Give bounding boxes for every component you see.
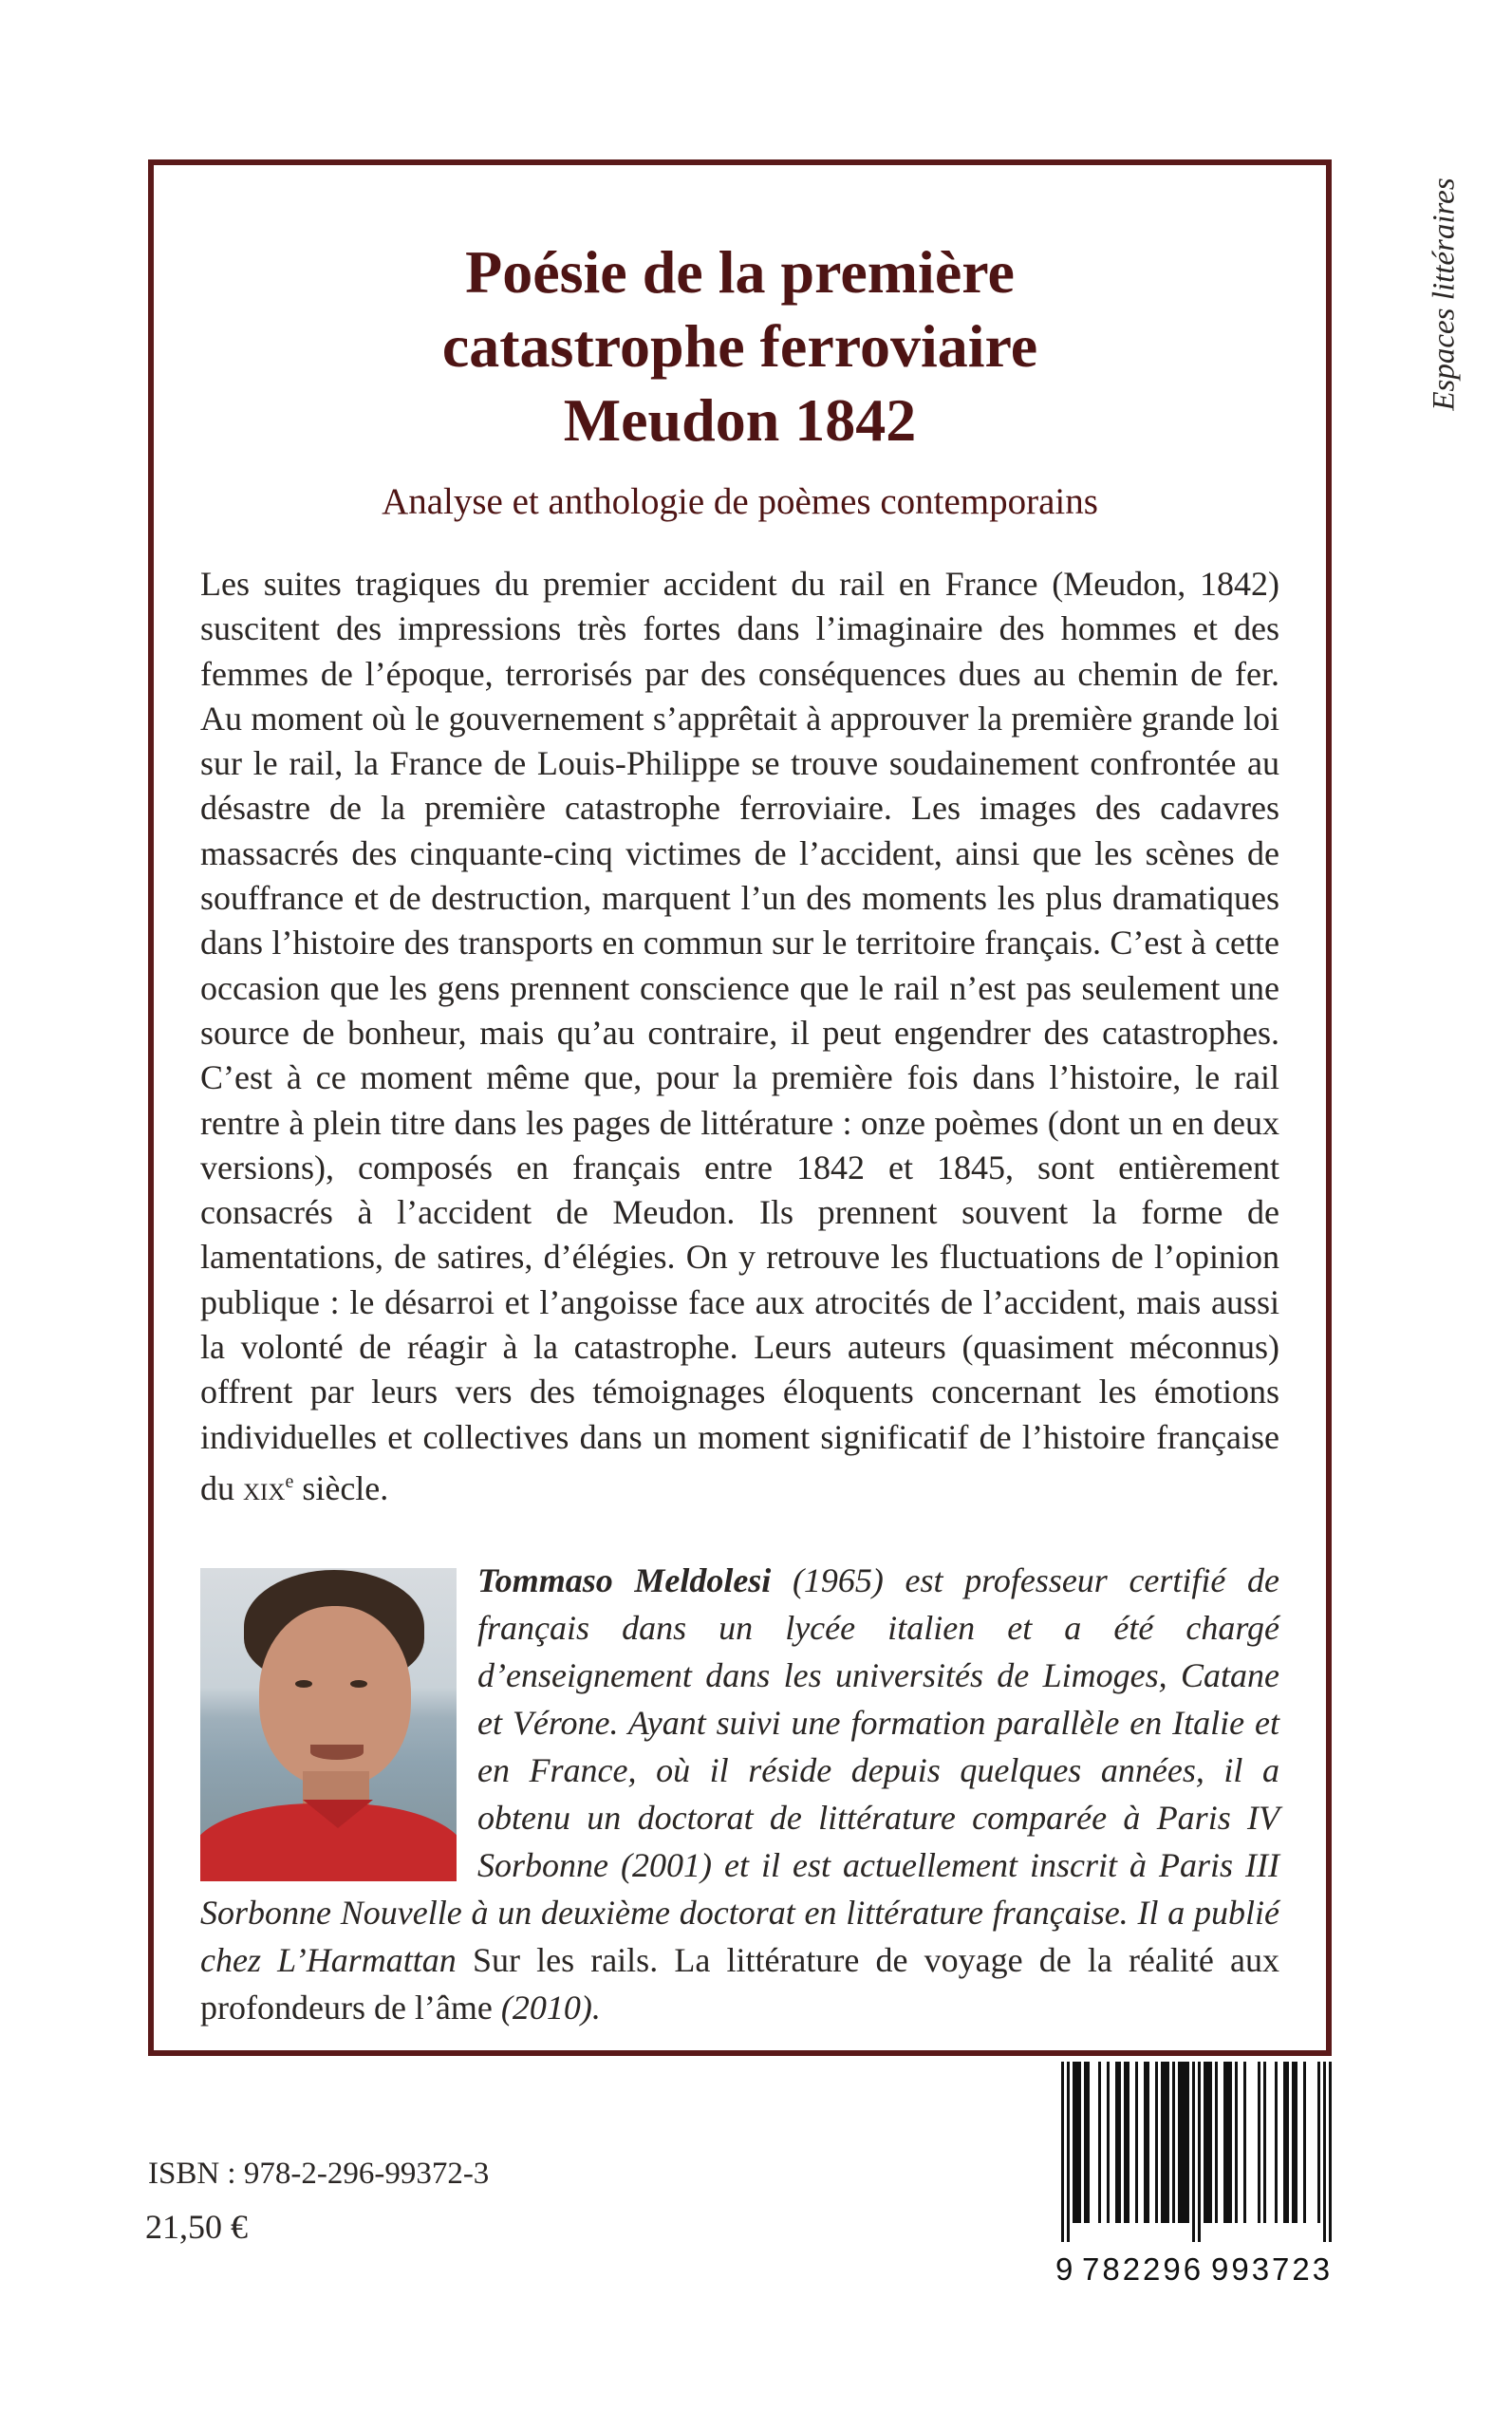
barcode-bar — [1329, 2062, 1332, 2242]
barcode-bar — [1135, 2062, 1138, 2223]
barcode-bar — [1186, 2062, 1189, 2223]
barcode-bar — [1215, 2062, 1218, 2223]
barcode-bars — [1054, 2062, 1333, 2242]
barcode-bar — [1075, 2062, 1078, 2223]
barcode-bar — [1115, 2062, 1118, 2223]
barcode-bar — [1078, 2062, 1081, 2223]
barcode-bar — [1235, 2062, 1238, 2223]
barcode-bar — [1167, 2062, 1169, 2223]
author-book-year: (2010). — [492, 1989, 601, 2027]
barcode-bar — [1317, 2062, 1320, 2223]
barcode-bar — [1206, 2062, 1209, 2223]
barcode-bar — [1226, 2062, 1229, 2223]
cover-frame — [148, 159, 1332, 2056]
author-book-title: Sur les rails. La littérature de voyage de la réalité aux profondeurs de l’âme — [200, 1941, 1279, 2027]
barcode-bar — [1258, 2062, 1260, 2223]
author-bio — [200, 1557, 1279, 2031]
barcode-bar — [1147, 2062, 1149, 2223]
title-line-3: Meudon 1842 — [563, 386, 917, 454]
barcode-bar — [1295, 2062, 1297, 2223]
barcode — [1049, 2062, 1337, 2270]
barcode-bar — [1087, 2062, 1090, 2223]
barcode-right-digits: 993723 — [1211, 2251, 1334, 2287]
author-bio-text: (1965) est professeur certifié de français dans un lycée italien et a été chargé d’enseignement dans les universités de Limoges, Catane et Vérone. Ayant suivi une formation parallèle en Italie et en France, où il réside depuis quelques années, il a obtenu un doctorat de littérature comparée à Paris IV Sorbonne (2001) et il est actuellement inscrit à Paris III Sorbonne Nouvelle à un deuxième doctorat en littérature française. Il a publié chez L’Harmattan — [200, 1561, 1279, 1979]
barcode-bar — [1283, 2062, 1286, 2223]
book-title — [154, 235, 1326, 458]
barcode-bar — [1181, 2062, 1184, 2223]
book-summary — [200, 562, 1279, 1511]
barcode-bar — [1073, 2062, 1075, 2223]
author-name: Tommaso Meldolesi — [477, 1561, 772, 1599]
barcode-bar — [1098, 2062, 1101, 2223]
barcode-bar — [1084, 2062, 1087, 2223]
summary-text: Les suites tragiques du premier accident du rail en France (Meudon, 1842) suscitent des impressions très fortes dans l’imaginaire des hommes et des femmes de l’époque, terrorisés par des conséquences dues au chemin de fer. Au moment où le gouvernement s’apprêtait à approuver la première grande loi sur le rail, la France de Louis-Philippe se trouve soudainement confrontée au désastre de la première catastrophe ferroviaire. Les images des cadavres massacrés des cinquante-cinq victimes de l’accident, ainsi que les scènes de souffrance et de destruction, marquent l’un des moments les plus dramatiques dans l’histoire des transports en commun sur le territoire français. C’est à cette occasion que les gens prennent conscience que le rail n’est pas seulement une source de bonheur, mais qu’au contraire, il peut engendrer des catastrophes. C’est à ce moment même que, pour la première fois dans l’histoire, le rail rentre à plein titre dans les pages de littérature : onze poèmes (dont un en deux versions), composés en français entre 1842 et 1845, sont entièrement consacrés à l’accident de Meudon. Ils prennent souvent la forme de lamentations, de satires, d’élégies. On y retrouve les fluctuations de l’opinion publique : le désarroi et l’angoisse face aux atrocités de l’accident, mais aussi la volonté de réagir à la catastrophe. Leurs auteurs (quasiment méconnus) offrent par leurs vers des témoignages éloquents concernant les émotions individuelles et collectives dans un moment significatif de l’histoire française du — [200, 565, 1279, 1507]
barcode-bar — [1192, 2062, 1195, 2242]
book-subtitle: Analyse et anthologie de poèmes contemporains — [382, 481, 1098, 522]
barcode-lead-digit: 9 — [1055, 2251, 1076, 2287]
author-photo — [200, 1568, 457, 1881]
barcode-bar — [1061, 2062, 1064, 2242]
title-line-2: catastrophe ferroviaire — [441, 312, 1038, 380]
barcode-bar — [1107, 2062, 1110, 2223]
barcode-bar — [1209, 2062, 1212, 2223]
barcode-bar — [1124, 2062, 1127, 2223]
barcode-bar — [1118, 2062, 1121, 2223]
barcode-bar — [1275, 2062, 1278, 2223]
summary-century-sup: e — [285, 1470, 294, 1492]
barcode-bar — [1303, 2062, 1306, 2223]
barcode-bar — [1263, 2062, 1266, 2223]
barcode-bar — [1067, 2062, 1070, 2242]
barcode-bar — [1178, 2062, 1181, 2223]
barcode-bar — [1204, 2062, 1206, 2223]
title-line-1: Poésie de la première — [465, 238, 1015, 306]
barcode-left-digits: 782296 — [1082, 2251, 1204, 2287]
collection-name: Espaces littéraires — [1427, 177, 1462, 411]
barcode-bar — [1144, 2062, 1147, 2223]
barcode-bar — [1127, 2062, 1129, 2223]
barcode-bar — [1155, 2062, 1158, 2223]
price-label: 21,50 € — [145, 2208, 248, 2246]
isbn-label: ISBN : 978-2-296-99372-3 — [148, 2157, 490, 2191]
barcode-bar — [1292, 2062, 1295, 2223]
barcode-bar — [1286, 2062, 1289, 2223]
collection-spine — [1426, 152, 1464, 437]
summary-end: siècle. — [293, 1468, 389, 1507]
barcode-bar — [1323, 2062, 1326, 2242]
barcode-bar — [1161, 2062, 1164, 2223]
barcode-bar — [1198, 2062, 1201, 2242]
barcode-bar — [1223, 2062, 1226, 2223]
barcode-bar — [1243, 2062, 1246, 2223]
barcode-bar — [1229, 2062, 1232, 2223]
barcode-bar — [1184, 2062, 1186, 2223]
barcode-bar — [1172, 2062, 1175, 2223]
barcode-bar — [1164, 2062, 1167, 2223]
summary-century: xix — [243, 1468, 286, 1507]
